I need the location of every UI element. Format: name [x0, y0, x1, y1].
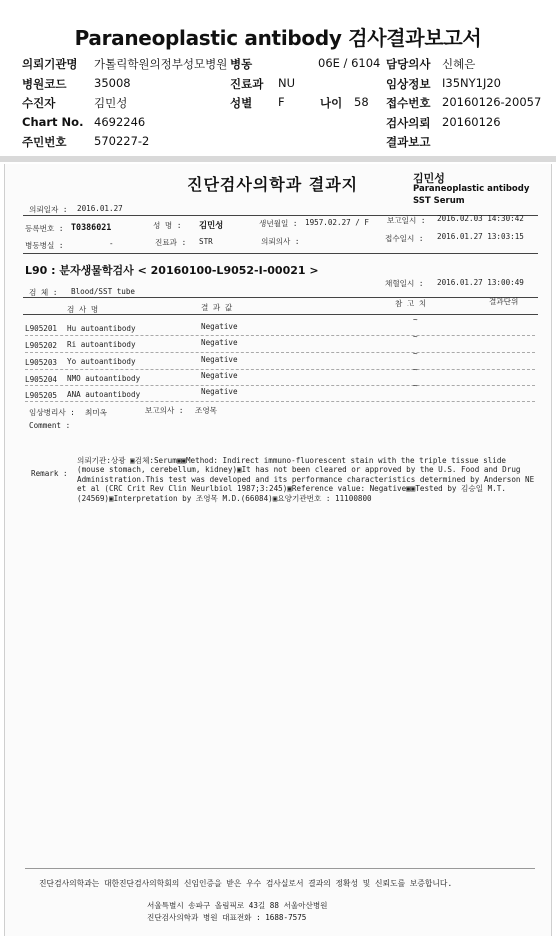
- divider: [23, 297, 538, 298]
- report-date-label: 보고일시 :: [387, 216, 426, 225]
- column-header-reference: 참 고 치: [395, 299, 427, 308]
- institution-label: 의뢰기관명: [22, 57, 78, 71]
- report-patient-name: 김민성: [413, 172, 445, 185]
- receipt-date-value: 2016.01.27 13:03:15: [437, 232, 524, 241]
- summary-row: [22, 95, 542, 115]
- receipt-no-label: 접수번호: [386, 96, 431, 110]
- department-value: NU: [278, 75, 296, 90]
- test-result: Negative: [201, 387, 238, 396]
- ward-value: 06E / 6104: [318, 56, 381, 70]
- comment-label: Comment :: [29, 421, 71, 430]
- age-value: 58: [354, 95, 369, 109]
- specimen-label: 검 체 :: [29, 288, 58, 297]
- test-request-label: 검사의뢰: [386, 115, 431, 130]
- department-label: 진료과: [230, 76, 264, 91]
- reporter-label: 보고의사 :: [145, 406, 184, 415]
- summary-row: [22, 56, 542, 76]
- divider: [23, 253, 538, 254]
- name-label: 성 명 :: [153, 221, 182, 230]
- section-title: L90 : 분자생물학검사 < 20160100-L9052-I-00021 >: [25, 264, 319, 277]
- dob-value: 1957.02.27 / F: [305, 218, 370, 227]
- report-date-value: 2016.02.03 14:30:42: [437, 214, 524, 223]
- test-code: L905205: [25, 391, 58, 400]
- dept-label: 진료과 :: [155, 238, 187, 247]
- dob-label: 생년월일 :: [259, 219, 298, 228]
- footer-address: 서울특별시 송파구 올림픽로 43길 88 서울아산병원: [147, 901, 328, 910]
- collect-date-value: 2016.01.27 13:00:49: [437, 278, 524, 287]
- footer-certification: 진단검사의학과는 대한진단검사의학회의 신임인증을 받은 우수 검사실로서 결과의 정확성 및 신뢰도를 보증합니다.: [39, 879, 453, 888]
- test-result: Negative: [201, 322, 238, 331]
- request-date-label: 의뢰일자 :: [29, 205, 68, 214]
- doctor-label: 담당의사: [386, 57, 431, 71]
- patient-label: 수진자: [22, 96, 56, 110]
- remark-label: Remark :: [31, 469, 68, 478]
- test-code: L905204: [25, 375, 58, 384]
- summary-info-grid: [22, 56, 542, 154]
- technician-label: 임상병리사 :: [29, 408, 75, 417]
- ward-room-label: 병동병실 :: [25, 241, 64, 250]
- test-reference: ~: [413, 315, 418, 324]
- row-divider: [25, 401, 535, 402]
- patient-value: 김민성: [94, 96, 128, 110]
- summary-row: [22, 115, 542, 135]
- column-header-result: 결 과 값: [201, 303, 233, 312]
- reg-no-value: T0386021: [71, 222, 112, 232]
- row-divider: [25, 369, 535, 370]
- doctor-value: 신혜은: [442, 57, 476, 71]
- report-test-name: Paraneoplastic antibody: [413, 184, 530, 194]
- request-date-value: 2016.01.27: [77, 204, 123, 213]
- ward-label: 병동: [230, 57, 253, 71]
- resident-no-value: 570227-2: [94, 134, 150, 148]
- divider: [25, 868, 535, 869]
- report-title: 진단검사의학과 결과지: [187, 175, 359, 194]
- institution-value: 가톨릭학원의정부성모병원: [94, 57, 228, 71]
- test-reference: ~: [413, 332, 418, 341]
- test-name: Hu autoantibody: [67, 324, 136, 333]
- test-reference: ~: [413, 349, 418, 358]
- footer-contact: 진단검사의학과 병원 대표전화 : 1688-7575: [147, 913, 307, 922]
- clinical-info-label: 임상정보: [386, 76, 431, 91]
- row-divider: [25, 385, 535, 386]
- test-name: ANA autoantibody: [67, 390, 141, 399]
- collect-date-label: 채혈일시 :: [385, 279, 424, 288]
- dept-value: STR: [199, 237, 213, 246]
- reporter-value: 조영목: [195, 406, 218, 415]
- receipt-no-value: 20160126-20057: [442, 95, 542, 109]
- sex-label: 성별: [230, 96, 253, 110]
- test-code: L905201: [25, 324, 58, 333]
- ward-room-value: -: [109, 239, 114, 248]
- test-result: Negative: [201, 338, 238, 347]
- receipt-date-label: 접수일시 :: [385, 234, 424, 243]
- test-code: L905203: [25, 358, 58, 367]
- physician-label: 의뢰의사 :: [261, 237, 300, 246]
- column-header-unit: 결과단위: [489, 297, 519, 306]
- hospital-code-value: 35008: [94, 75, 131, 90]
- test-name: Ri autoantibody: [67, 340, 136, 349]
- technician-value: 최미옥: [85, 408, 108, 417]
- name-value: 김민성: [199, 220, 224, 230]
- row-divider: [25, 352, 535, 353]
- report-specimen-name: SST Serum: [413, 196, 465, 206]
- test-reference: ~: [413, 381, 418, 390]
- test-request-value: 20160126: [442, 114, 501, 129]
- specimen-value: Blood/SST tube: [71, 287, 136, 296]
- clinical-info-value: I35NY1J20: [442, 75, 501, 90]
- chart-no-value: 4692246: [94, 114, 146, 129]
- reg-no-label: 등록번호 :: [25, 224, 64, 233]
- row-divider: [25, 335, 535, 336]
- remark-text: 의뢰기관:상광 ▣검체:Serum▣▣Method: Indirect immuno-fluorescent stain with the triple tissue slide (mouse stomach, cerebellum, kidney)▣It has not been cleared or approved by the U.S. Food and Drug Administration.This test was developed and its performance characteristics determined by Anderson NE et al (CRC Crit Rev Clin Neurlbiol 1987;3:245)▣Reference value: Negative▣▣Tested by 김승일 M.T. (24569)▣Interpretation by 조영목 M.D.(66084)▣요양기관번호 : 11100800: [77, 456, 535, 503]
- scanned-report: [4, 164, 552, 936]
- divider: [0, 156, 556, 162]
- test-name: Yo autoantibody: [67, 357, 136, 366]
- hospital-code-label: 병원코드: [22, 76, 67, 91]
- column-header-test: 검 사 명: [67, 305, 99, 314]
- summary-row: [22, 134, 542, 154]
- test-code: L905202: [25, 341, 58, 350]
- chart-no-label: Chart No.: [22, 114, 84, 129]
- test-result: Negative: [201, 371, 238, 380]
- page-title: Paraneoplastic antibody 검사결과보고서: [74, 26, 482, 50]
- age-label: 나이: [320, 96, 343, 110]
- test-result: Negative: [201, 355, 238, 364]
- test-name: NMO autoantibody: [67, 374, 141, 383]
- summary-row: [22, 76, 542, 96]
- resident-no-label: 주민번호: [22, 135, 67, 149]
- test-reference: ~: [413, 365, 418, 374]
- result-report-label: 결과보고: [386, 135, 431, 149]
- divider: [23, 314, 538, 315]
- sex-value: F: [278, 95, 285, 109]
